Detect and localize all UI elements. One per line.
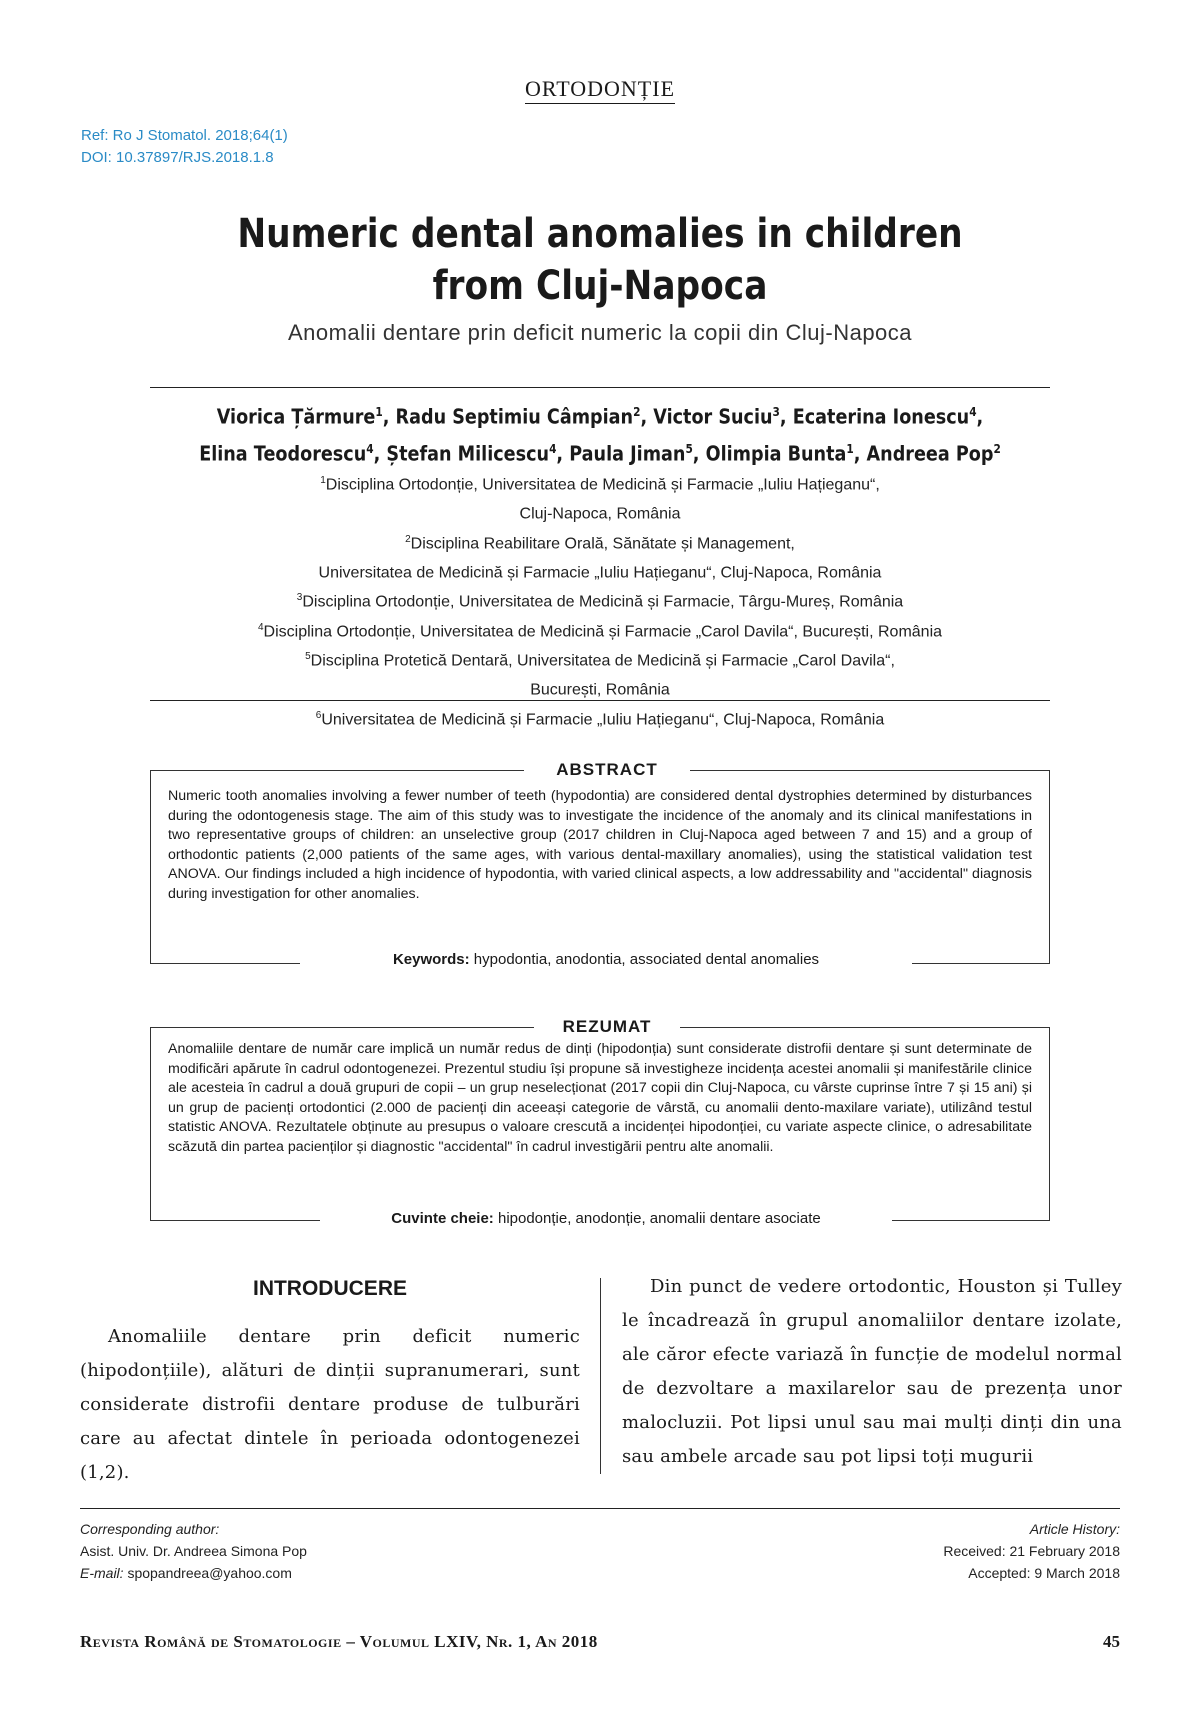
author-name: Paula Jiman: [569, 441, 686, 466]
journal-footer: Revista Română de Stomatologie – Volumul LXIV, Nr. 1, An 2018: [80, 1632, 598, 1651]
affiliation-list: [100, 468, 1100, 732]
column-divider: [600, 1278, 601, 1474]
author-sep: ,: [976, 404, 984, 429]
affiliation: [100, 527, 1100, 556]
author-sup: 2: [633, 405, 641, 419]
accepted-date: Accepted: 9 March 2018: [968, 1565, 1120, 1581]
keywords-text: hypodontia, anodontia, associated dental anomalies: [473, 951, 820, 968]
ref-citation: Ref: Ro J Stomatol. 2018;64(1): [81, 127, 288, 144]
affiliation-text: Disciplina Ortodonție, Universitatea de Medicină și Farmacie „Iuliu Hațieganu“,: [325, 476, 880, 494]
author-name: Ștefan Milicescu: [386, 441, 550, 466]
author-sup: 1: [375, 405, 383, 419]
article-subtitle: Anomalii dentare prin deficit numeric la copii din Cluj-Napoca: [287, 320, 913, 345]
author-sup: 3: [772, 405, 780, 419]
affiliation-text: Disciplina Reabilitare Orală, Sănătate și Management,: [410, 534, 795, 552]
abstract-keywords: [300, 951, 912, 968]
keywords-text: hipodonție, anodonție, anomalii dentare asociate: [497, 1210, 821, 1227]
affiliation-text: Disciplina Ortodonție, Universitatea de Medicină și Farmacie „Carol Davila“, București, România: [263, 622, 943, 640]
rezumat-heading: REZUMAT: [534, 1017, 680, 1037]
author-sup: 4: [969, 405, 977, 419]
affiliation-sup: 4: [257, 621, 264, 633]
affiliation: [100, 615, 1100, 644]
author-name: Elina Teodorescu: [199, 441, 367, 466]
title-line-2: from Cluj-Napoca: [432, 263, 768, 309]
author-sup: 1: [846, 441, 854, 456]
page-number: 45: [1103, 1632, 1120, 1651]
corresponding-name: Asist. Univ. Dr. Andreea Simona Pop: [80, 1543, 307, 1559]
author-sep: ,: [692, 441, 706, 466]
affiliation-text: București, România: [530, 681, 670, 699]
affiliation-text: Universitatea de Medicină și Farmacie „Iuliu Hațieganu“, Cluj-Napoca, România: [318, 564, 882, 582]
title-line-1: Numeric dental anomalies in children: [237, 211, 963, 257]
corresponding-label: Corresponding author:: [80, 1521, 220, 1537]
article-history: [820, 1518, 1120, 1584]
authors-top-rule: [150, 387, 1050, 388]
affiliations-bottom-rule: [150, 700, 1050, 701]
rezumat-keywords: [320, 1210, 892, 1227]
author-name: Andreea Pop: [866, 441, 994, 466]
article-title: [170, 208, 1030, 312]
intro-column-2: Din punct de vedere ortodontic, Houston și Tulley le încadrează în grupul anomaliilor dentare izolate, ale căror efecte variază în funcție de modelul normal de dezvoltare a maxilarelor sau de prezența unor malocluzii. Pot lipsi unul sau mai mulți dinți din una sau ambele arcade sau pot lipsi toți mugurii: [622, 1276, 1122, 1467]
abstract-text: Numeric tooth anomalies involving a fewer number of teeth (hypodontia) are considered dental dystrophies determined by disturbances during the odontogenesis stage. The aim of this study was to investigate the incidence of the anomaly and its clinical manifestations in two representative groups of children: an unselective group (2017 children in Cluj-Napoca aged between 7 and 15) and a group of orthodontic patients (2,000 patients of the same ages, with various dental-maxillary anomalies), using the statistical validation test ANOVA. Our findings included a high incidence of hypodontia, with varied clinical aspects, a low addressability and "accidental" diagnosis during investigation for other anomalies.: [168, 788, 1032, 902]
author-name: Radu Septimiu Câmpian: [395, 404, 634, 429]
author-line-1: [160, 396, 1040, 433]
author-name: Viorica Țărmure: [216, 404, 376, 429]
affiliation: [100, 556, 1100, 585]
keywords-label: Cuvinte cheie:: [391, 1210, 494, 1227]
affiliation-text: Disciplina Ortodonție, Universitatea de Medicină și Farmacie, Târgu-Mureș, România: [302, 593, 904, 611]
author-name: Olimpia Bunta: [705, 441, 847, 466]
author-sep: ,: [779, 404, 793, 429]
received-date: Received: 21 February 2018: [943, 1543, 1120, 1559]
author-line-2: [160, 433, 1040, 470]
rezumat-text: Anomaliile dentare de număr care implică un număr redus de dinți (hipodonția) sunt considerate distrofii dentare și sunt determinate de modificări apărute în cadrul odontogenezei. Prezentul studiu își propune să investigheze incidența acestei anomalii și manifestările clinice ale acesteia în cadrul a două grupuri de copii – un grup neselecționat (2017 copii din Cluj-Napoca, cu vârste cuprinse între 7 și 15 ani) și un grup de pacienți ortodontici (2.000 de pacienți din aceeași categorie de vârstă, cu anomalii dento-maxilare variate), utilizând testul statistic ANOVA. Rezultatele obținute au presupus o valoare crescută a incidenței hipodonției, cu variate aspecte clinice, o adresabilitate scăzută din partea pacienților și diagnostic "accidental" în cadrul investigării pentru alte anomalii.: [168, 1041, 1032, 1155]
affiliation-text: Cluj-Napoca, România: [519, 505, 681, 523]
email-link[interactable]: spopandreea@yahoo.com: [127, 1565, 292, 1581]
affiliation: [100, 585, 1100, 614]
intro-column-1: Anomaliile dentare prin deficit numeric (hipodonțiile), alături de dinții supranumerari, sunt considerate distrofii dentare produse de tulburări care au afectat dintele în perioada odontogenezei (1,2).: [80, 1326, 580, 1483]
author-sup: 4: [366, 441, 374, 456]
history-label: Article History:: [1029, 1521, 1120, 1537]
author-sep: ,: [853, 441, 867, 466]
email-label: E-mail:: [80, 1565, 124, 1581]
author-sep: ,: [382, 404, 396, 429]
section-header: [500, 76, 700, 102]
author-sup: 5: [685, 441, 693, 456]
affiliation-text: Universitatea de Medicină și Farmacie „Iuliu Hațieganu“, Cluj-Napoca, România: [321, 710, 885, 728]
affiliation-sup: 3: [296, 592, 303, 604]
author-sep: ,: [556, 441, 570, 466]
author-name: Victor Suciu: [653, 404, 773, 429]
intro-heading: INTRODUCERE: [252, 1277, 407, 1300]
footnote-rule: [80, 1508, 1120, 1509]
reference-block: [81, 125, 288, 169]
affiliation: [100, 497, 1100, 526]
author-name: Ecaterina Ionescu: [792, 404, 970, 429]
author-sep: ,: [373, 441, 387, 466]
affiliation-sup: 1: [320, 475, 326, 486]
author-sup: 4: [549, 441, 557, 456]
author-sep: ,: [640, 404, 654, 429]
author-list: [160, 396, 1040, 469]
affiliation: [100, 644, 1100, 673]
affiliation-sup: 5: [305, 650, 311, 662]
doi-link[interactable]: DOI: 10.37897/RJS.2018.1.8: [81, 149, 274, 166]
affiliation: [100, 703, 1100, 732]
affiliation-sup: 6: [315, 709, 322, 721]
section-name: ORTODONȚIE: [525, 76, 675, 104]
corresponding-author: [80, 1518, 307, 1584]
affiliation-text: Disciplina Protetică Dentară, Universitatea de Medicină și Farmacie „Carol Davila“,: [310, 652, 895, 670]
abstract-heading: ABSTRACT: [524, 760, 690, 780]
affiliation-sup: 2: [405, 533, 411, 545]
keywords-label: Keywords:: [392, 951, 470, 968]
author-sup: 2: [993, 441, 1001, 456]
affiliation: [100, 468, 1100, 497]
affiliation: [100, 673, 1100, 702]
